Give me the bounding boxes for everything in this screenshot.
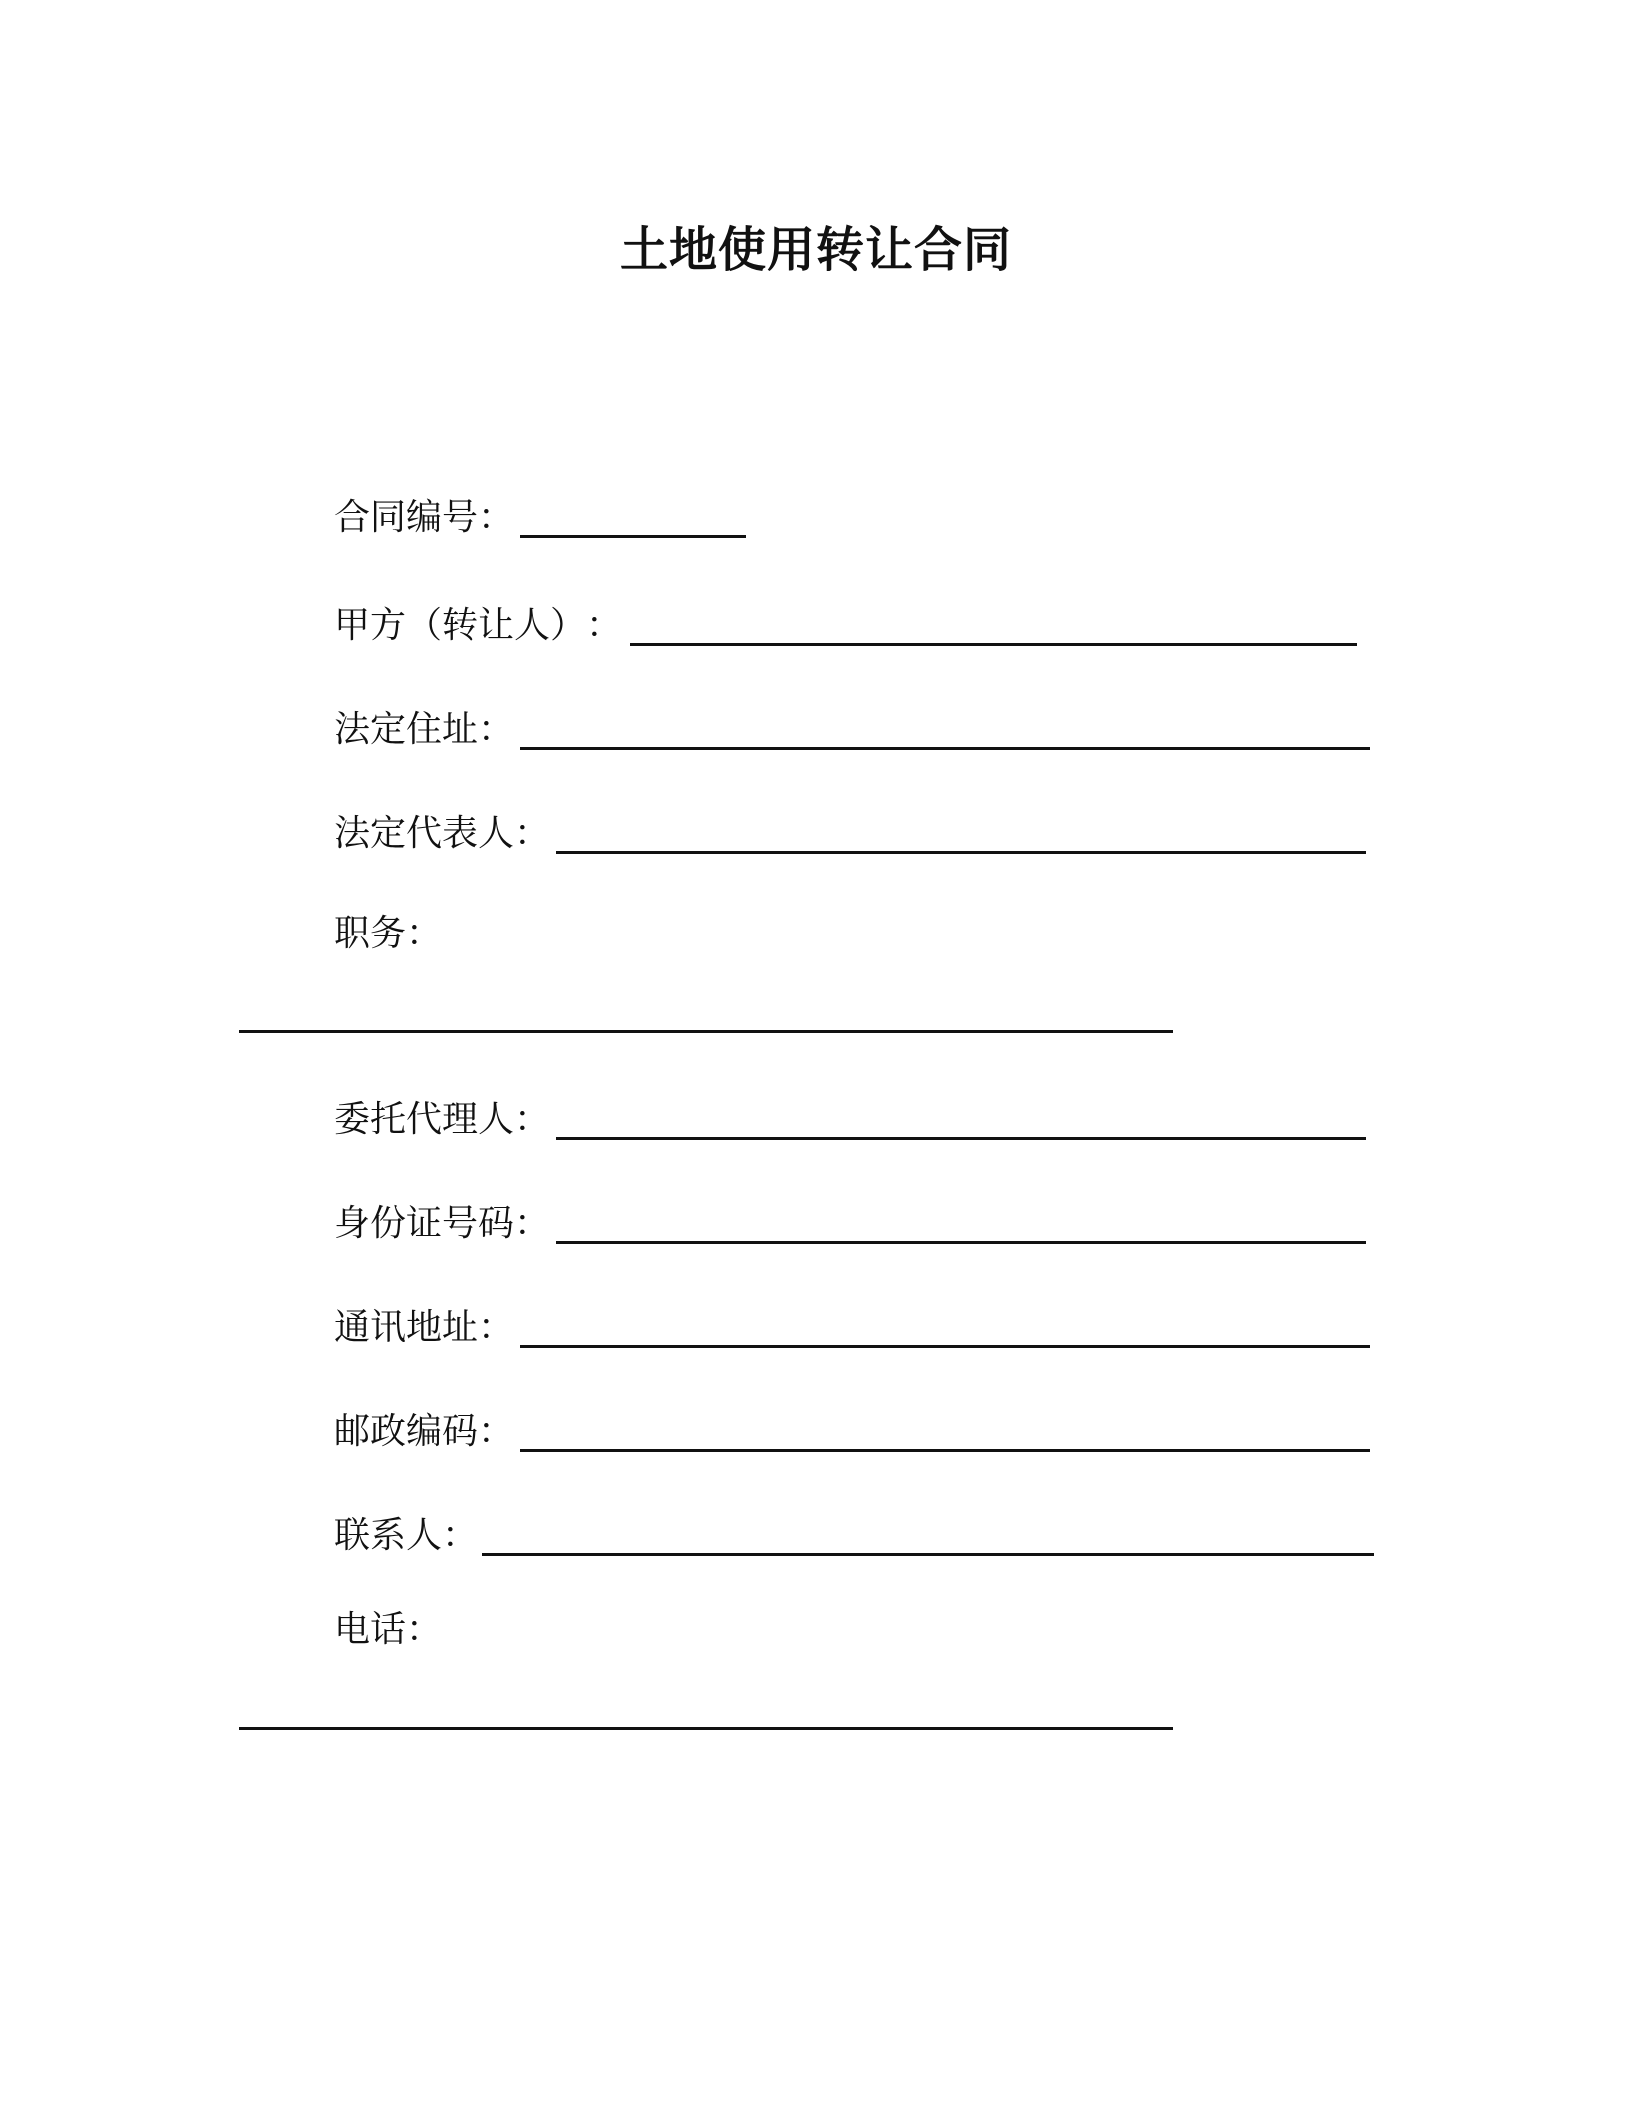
- field-colon: ：: [514, 1203, 551, 1244]
- field-contact-person: [334, 1512, 478, 1560]
- field-colon: ：: [514, 1099, 551, 1140]
- legal-representative-blank[interactable]: [556, 851, 1366, 854]
- field-colon: ：: [514, 813, 551, 854]
- field-label: 法定住址: [334, 709, 479, 750]
- field-legal-address: [334, 706, 514, 754]
- field-colon: ：: [586, 605, 623, 646]
- field-label: 身份证号码: [334, 1203, 515, 1244]
- field-party-a: [334, 602, 622, 650]
- field-id-number: [334, 1200, 550, 1248]
- field-label: 甲方（转让人）: [334, 605, 587, 646]
- id-number-blank[interactable]: [556, 1241, 1366, 1244]
- party-a-blank[interactable]: [630, 643, 1357, 646]
- field-phone: [334, 1606, 442, 1654]
- field-colon: ：: [478, 1411, 515, 1452]
- field-colon: ：: [478, 1307, 515, 1348]
- field-label: 通讯地址: [334, 1307, 479, 1348]
- phone-blank[interactable]: [239, 1727, 1173, 1730]
- field-label: 邮政编码: [334, 1411, 479, 1452]
- document-title: 土地使用转让合同: [619, 222, 1012, 278]
- field-legal-representative: [334, 810, 550, 858]
- field-colon: ：: [406, 913, 443, 954]
- field-contract-number: [334, 494, 514, 542]
- field-label: 合同编号: [334, 497, 479, 538]
- agent-blank[interactable]: [556, 1137, 1366, 1140]
- field-label: 法定代表人: [334, 813, 515, 854]
- legal-address-blank[interactable]: [520, 747, 1370, 750]
- position-blank[interactable]: [239, 1030, 1173, 1033]
- field-agent: [334, 1096, 550, 1144]
- field-position: [334, 910, 442, 958]
- postal-code-blank[interactable]: [520, 1449, 1370, 1452]
- field-postal-code: [334, 1408, 514, 1456]
- field-label: 委托代理人: [334, 1099, 515, 1140]
- field-label: 联系人: [334, 1515, 443, 1556]
- field-colon: ：: [478, 497, 515, 538]
- field-label: 电话: [334, 1609, 407, 1650]
- mailing-address-blank[interactable]: [520, 1345, 1370, 1348]
- field-colon: ：: [442, 1515, 479, 1556]
- field-label: 职务: [334, 913, 407, 954]
- field-mailing-address: [334, 1304, 514, 1352]
- contract-number-blank[interactable]: [520, 535, 746, 538]
- field-colon: ：: [478, 709, 515, 750]
- contact-person-blank[interactable]: [482, 1553, 1374, 1556]
- field-colon: ：: [406, 1609, 443, 1650]
